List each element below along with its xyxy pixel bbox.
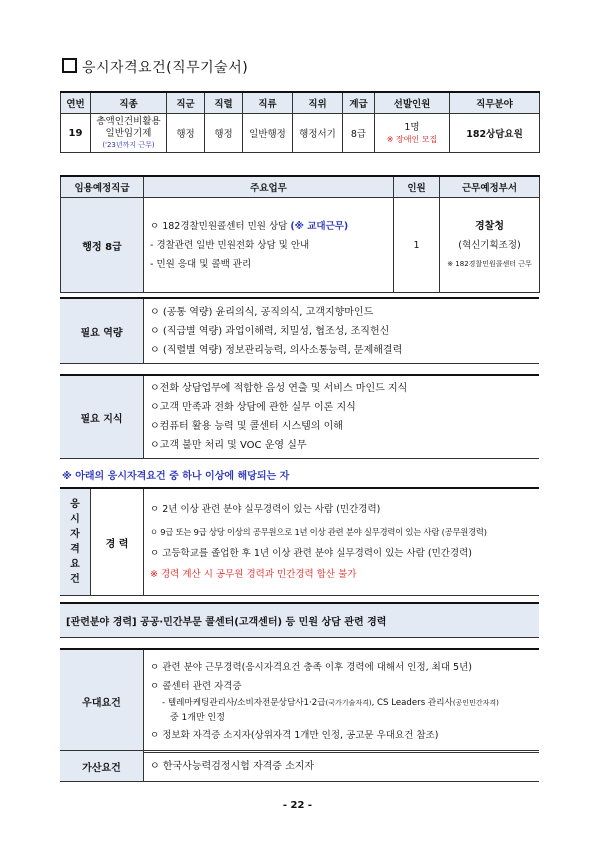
page-number: - 22 -: [282, 800, 313, 811]
dept-note: ※ 182경찰민원콜센터 근무: [447, 259, 532, 268]
col-header: 계급: [343, 92, 375, 114]
qualification-vertical-label: [60, 489, 91, 595]
list-item: ㅇ 관련 분야 근무경력(응시자격요건 충족 이후 경력에 대해서 인정, 최대 5년): [150, 661, 472, 673]
list-item: ㅇ 고등학교를 졸업한 후 1년 이상 관련 분야 실무경력이 있는 사람 (민간경력): [150, 548, 472, 559]
hire-count-cell: [375, 114, 450, 153]
sub-note: (국가기술자격): [325, 698, 372, 707]
list-item: ㅇ 콜센터 관련 자격증: [150, 680, 242, 692]
table-row: [61, 114, 540, 153]
eligibility-notice: ※ 아래의 응시자격요건 중 하나 이상에 해당되는 자: [62, 471, 290, 482]
row-number: 19: [61, 114, 91, 153]
position-table-header: [61, 92, 540, 114]
list-item: ㅇ 정보화 자격증 소지자(상위자격 1개만 인정, 공고문 우대요건 참조): [150, 729, 439, 741]
col-header: 근무예정부서: [440, 176, 540, 198]
vlabel-char: 건: [70, 574, 80, 585]
col-header: 직렬: [205, 92, 243, 114]
duty-table: [60, 175, 540, 293]
col-header: 선발인원: [375, 92, 450, 114]
list-item: ㅇ (직렬별 역량) 정보관리능력, 의사소통능력, 문제해결력: [150, 344, 403, 356]
sub-note: (공인민간자격): [452, 698, 499, 707]
career-warning: ※ 경력 계산 시 공무원 경력과 민간경력 합산 불가: [150, 569, 357, 580]
col-header: 직무분야: [450, 92, 540, 114]
headcount-cell: 1: [394, 198, 440, 293]
list-item: ㅇ컴퓨터 활용 능력 및 콜센터 시스템의 이해: [150, 421, 343, 432]
duties-cell: [144, 198, 394, 293]
hire-count: 1명: [404, 121, 420, 133]
list-item: ㅇ 한국사능력검정시험 자격증 소지자: [150, 760, 315, 772]
checkbox-icon: [62, 58, 77, 73]
qualification-block: [60, 487, 539, 596]
list-subitem: 중 1개만 인정: [170, 712, 225, 723]
position-table: [60, 91, 540, 153]
col-header: 직위: [293, 92, 343, 114]
preference-label: 우대요건: [60, 650, 144, 752]
list-subitem: [150, 696, 539, 711]
competency-block: [60, 297, 539, 364]
bonus-label: 가산요건: [60, 751, 144, 781]
section-title-text: 응시자격요건(직무기술서): [82, 60, 249, 76]
list-item: ㅇ고객 만족과 전화 상담에 관한 실무 이론 지식: [150, 402, 356, 413]
dept-cell: [440, 198, 540, 293]
duty-item: - 민원 응대 및 콜백 관리: [150, 258, 252, 270]
vlabel-char: 요: [70, 559, 80, 570]
knowledge-block: [60, 374, 539, 459]
job-type-line1: 총액인건비활용: [96, 115, 161, 127]
vlabel-char: 시: [70, 514, 80, 525]
group-cell: 행정: [167, 114, 205, 153]
preference-block: [60, 648, 539, 753]
list-item: ㅇ고객 불만 처리 및 VOC 운영 실무: [150, 440, 307, 451]
duty-table-header: [61, 176, 540, 198]
hire-count-note: ※ 장애인 모집: [386, 134, 438, 144]
career-label: 경 력: [91, 489, 144, 595]
table-row: [61, 198, 540, 293]
section-title: [62, 57, 248, 77]
duty-text: ㅇ 182경찰민원콜센터 민원 상담: [150, 220, 291, 232]
dept-sub: (혁신기획조정): [458, 239, 521, 251]
job-type-note: ('23년까지 근무): [102, 140, 155, 149]
grade-cell: 8급: [343, 114, 375, 153]
vlabel-char: 자: [70, 529, 80, 540]
col-header: 직군: [167, 92, 205, 114]
list-item: ㅇ 9급 또는 9급 상당 이상의 공무원으로 1년 이상 관련 분야 실무경력이 있는 사람 (공무원경력): [150, 527, 487, 537]
job-type-cell: [91, 114, 167, 153]
rank-cell: 행정 8급: [61, 198, 144, 293]
vlabel-char: 응: [70, 499, 80, 510]
competency-label: 필요 역량: [60, 299, 144, 363]
bonus-block: [60, 750, 539, 782]
related-field-bar: [관련분야 경력] 공공·민간부문 콜센터(고객센터) 등 민원 상담 관련 경력: [60, 602, 539, 638]
preference-list: [144, 650, 539, 752]
sub-text: - 텔레마케팅관리사/소비자전문상담사1·2급: [162, 697, 326, 708]
col-header: 주요업무: [144, 176, 394, 198]
competency-list: [144, 299, 539, 363]
duty-item: [150, 217, 391, 236]
list-item: ㅇ (공통 역량) 윤리의식, 공직의식, 고객지향마인드: [150, 306, 374, 318]
bonus-list: [144, 751, 539, 781]
list-item: ㅇ (직급별 역량) 과업이해력, 치밀성, 협조성, 조직헌신: [150, 325, 390, 337]
col-header: 연번: [61, 92, 91, 114]
col-header: 직종: [91, 92, 167, 114]
col-header: 임용예정직급: [61, 176, 144, 198]
position-cell: 행정서기: [293, 114, 343, 153]
sub-text: , CS Leaders 관리사: [371, 697, 453, 708]
col-header: 직류: [243, 92, 293, 114]
dept-name: 경찰청: [475, 220, 504, 232]
job-field-cell: 182상담요원: [450, 114, 540, 153]
vlabel-char: 격: [70, 544, 80, 555]
branch-cell: 일반행정: [243, 114, 293, 153]
knowledge-list: [144, 376, 539, 458]
shift-note: (※ 교대근무): [290, 220, 349, 232]
knowledge-label: 필요 지식: [60, 376, 144, 458]
list-item: ㅇ 2년 이상 관련 분야 실무경력이 있는 사람 (민간경력): [150, 504, 381, 515]
series-cell: 행정: [205, 114, 243, 153]
list-item: ㅇ전화 상담업무에 적합한 음성 연출 및 서비스 마인드 지식: [150, 383, 408, 394]
duty-item: - 경찰관련 일반 민원전화 상담 및 안내: [150, 239, 310, 251]
job-type-line2: 일반임기제: [105, 127, 152, 139]
qualification-list: [144, 489, 539, 595]
col-header: 인원: [394, 176, 440, 198]
